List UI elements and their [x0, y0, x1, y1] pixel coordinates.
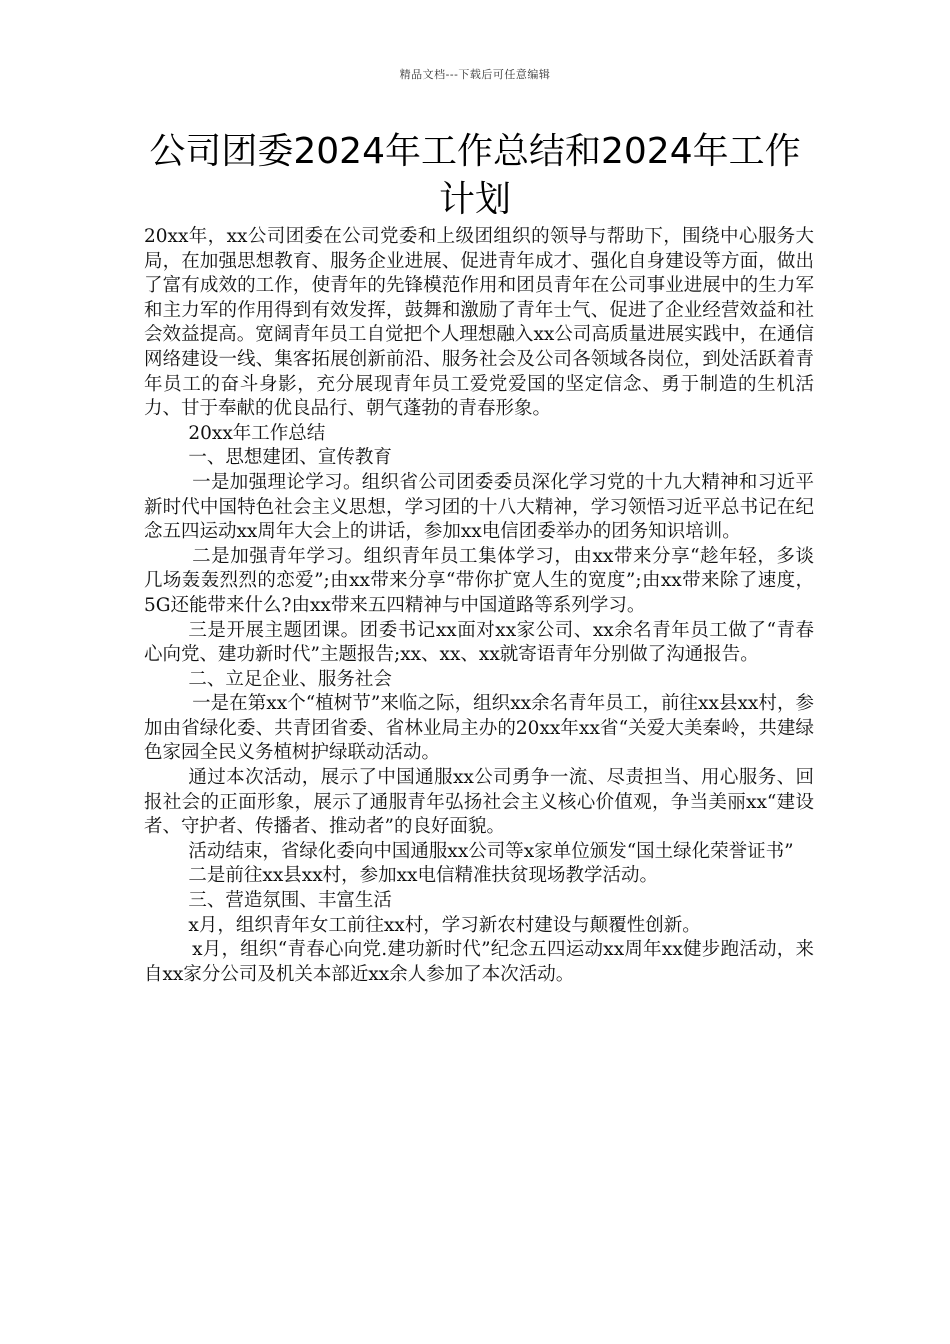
section-heading-2: 二、立足企业、服务社会 — [188, 668, 392, 690]
document-title: 公司团委2024年工作总结和2024年工作计划 — [149, 131, 801, 220]
paragraph-theme-lecture: 三是开展主题团课。团委书记xx面对xx家公司、xx余名青年员工做了“青春心向党、建功新时代”主题报告;xx、xx、xx就寄语青年分别做了沟通报告。 — [144, 619, 814, 666]
section-heading-3: 三、营造氛围、丰富生活 — [188, 890, 392, 912]
document-body — [144, 225, 814, 987]
paragraph-tree-planting: 一是在第xx个“植树节”来临之际，组织xx余名青年员工，前往xx县xx村，参加由省绿化委、共青团省委、省林业局主办的20xx年xx省“关爱大美秦岭，共建绿色家园全民义务植树护绿联动活动。 — [144, 693, 814, 764]
paragraph-certificate: 活动结束，省绿化委向中国通服xx公司等x家单位颁发“国土绿化荣誉证书” — [188, 840, 794, 862]
intro-paragraph: 20xx年，xx公司团委在公司党委和上级团组织的领导与帮助下，围绕中心服务大局，在加强思想教育、服务企业进展、促进青年成才、强化自身建设等方面，做出了富有成效的工作，使青年的先锋模范作用和团员青年在公司事业进展中的生力军和主力军的作用得到有效发挥，鼓舞和激励了青年士气、促进了企业经营效益和社会效益提高。宽阔青年员工自觉把个人理想融入xx公司高质量进展实践中，在通信网络建设一线、集客拓展创新前沿、服务社会及公司各领域各岗位，到处活跃着青年员工的奋斗身影，充分展现青年员工爱党爱国的坚定信念、勇于制造的生机活力、甘于奉献的优良品行、朝气蓬勃的青春形象。 — [144, 226, 814, 420]
paragraph-youth-study: 二是加强青年学习。组织青年员工集体学习，由xx带来分享“趁年轻，多谈几场轰轰烈烈的恋爱”;由xx带来分享“带你扩宽人生的宽度”;由xx带来除了速度，5G还能带来什么?由xx带来五四精神与中国道路等系列学习。 — [144, 545, 814, 616]
paragraph-walk-run: x月，组织“青春心向党.建功新时代”纪念五四运动xx周年xx健步跑活动，来自xx家分公司及机关本部近xx余人参加了本次活动。 — [144, 939, 814, 985]
section-heading-summary: 20xx年工作总结 — [188, 422, 326, 444]
header-note: 精品文档---下载后可任意编辑 — [399, 68, 551, 81]
paragraph-women-visit: x月，组织青年女工前往xx村，学习新农村建设与颠覆性创新。 — [188, 914, 701, 936]
paragraph-poverty-relief: 二是前往xx县xx村，参加xx电信精准扶贫现场教学活动。 — [188, 865, 658, 887]
section-heading-1: 一、思想建团、宣传教育 — [188, 447, 392, 469]
paragraph-activity-outcome: 通过本次活动，展示了中国通服xx公司勇争一流、尽责担当、用心服务、回报社会的正面形象，展示了通服青年弘扬社会主义核心价值观，争当美丽xx“建设者、守护者、传播者、推动者”的良好面貌。 — [144, 767, 814, 838]
paragraph-theory-study: 一是加强理论学习。组织省公司团委委员深化学习党的十九大精神和习近平新时代中国特色社会主义思想，学习团的十八大精神，学习领悟习近平总书记在纪念五四运动xx周年大会上的讲话，参加xx电信团委举办的团务知识培训。 — [144, 471, 814, 543]
